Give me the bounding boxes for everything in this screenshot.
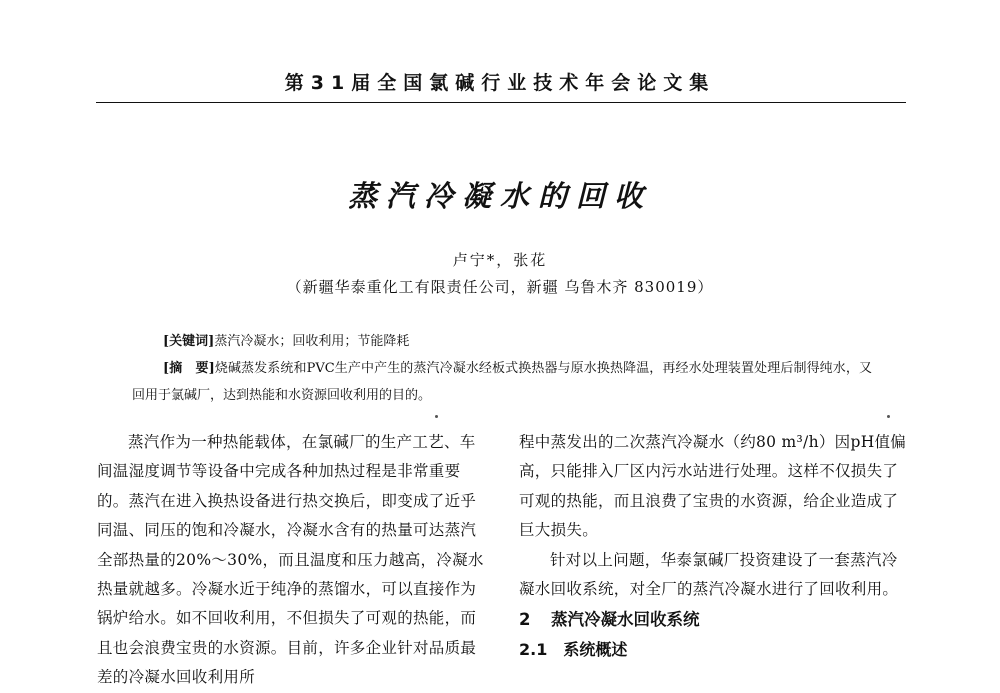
author-line: 卢宁*，张花 bbox=[452, 251, 548, 269]
left-column bbox=[97, 428, 490, 693]
separator-dot bbox=[435, 415, 438, 418]
running-header: 第31届全国氯碱行业技术年会论文集 bbox=[284, 72, 716, 94]
article-title: 蒸汽冷凝水的回收 bbox=[347, 179, 652, 213]
header-rule bbox=[96, 102, 906, 103]
abstract-label: [摘 要] bbox=[163, 361, 215, 376]
subsection-number: 2.1 bbox=[519, 639, 548, 659]
keywords-text: 蒸汽冷凝水；回收利用；节能降耗 bbox=[214, 334, 410, 349]
section-heading bbox=[519, 605, 911, 634]
body-paragraph: 针对以上问题，华泰氯碱厂投资建设了一套蒸汽冷凝水回收系统，对全厂的蒸汽冷凝水进行了回收利用。 bbox=[519, 550, 899, 599]
keywords-line bbox=[163, 330, 409, 349]
subsection-title: 系统概述 bbox=[563, 639, 628, 659]
abstract-block bbox=[132, 355, 872, 409]
body-paragraph: 蒸汽作为一种热能载体，在氯碱厂的生产工艺、车间温湿度调节等设备中完成各种加热过程是非常重要的。蒸汽在进入换热设备进行热交换后，即变成了近乎同温、同压的饱和冷凝水，冷凝水含有的热量可达蒸汽全部热量的20%～30%，而且温度和压力越高，冷凝水热量就越多。冷凝水近于纯净的蒸馏水，可以直接作为锅炉给水。如不回收利用，不但损失了可观的热能，而且也会浪费宝贵的水资源。目前，许多企业针对品质最差的冷凝水回收利用所 bbox=[97, 433, 484, 687]
body-paragraph: 程中蒸发出的二次蒸汽冷凝水（约80 m³/h）因pH值偏高，只能排入厂区内污水站进行处理。这样不仅损失了可观的热能，而且浪费了宝贵的水资源，给企业造成了巨大损失。 bbox=[519, 433, 907, 540]
subsection-heading bbox=[519, 635, 911, 664]
section-number: 2 bbox=[519, 610, 531, 630]
right-column bbox=[519, 428, 911, 664]
keywords-label: [关键词] bbox=[163, 334, 215, 349]
abstract-text: 烧碱蒸发系统和PVC生产中产生的蒸汽冷凝水经板式换热器与原水换热降温，再经水处理装置处理后制得纯水，又回用于氯碱厂，达到热能和水资源回收利用的目的。 bbox=[132, 361, 872, 403]
section-title: 蒸汽冷凝水回收系统 bbox=[551, 610, 700, 630]
separator-dot bbox=[887, 415, 890, 418]
affiliation-line: （新疆华泰重化工有限责任公司，新疆 乌鲁木齐 830019） bbox=[286, 278, 714, 296]
